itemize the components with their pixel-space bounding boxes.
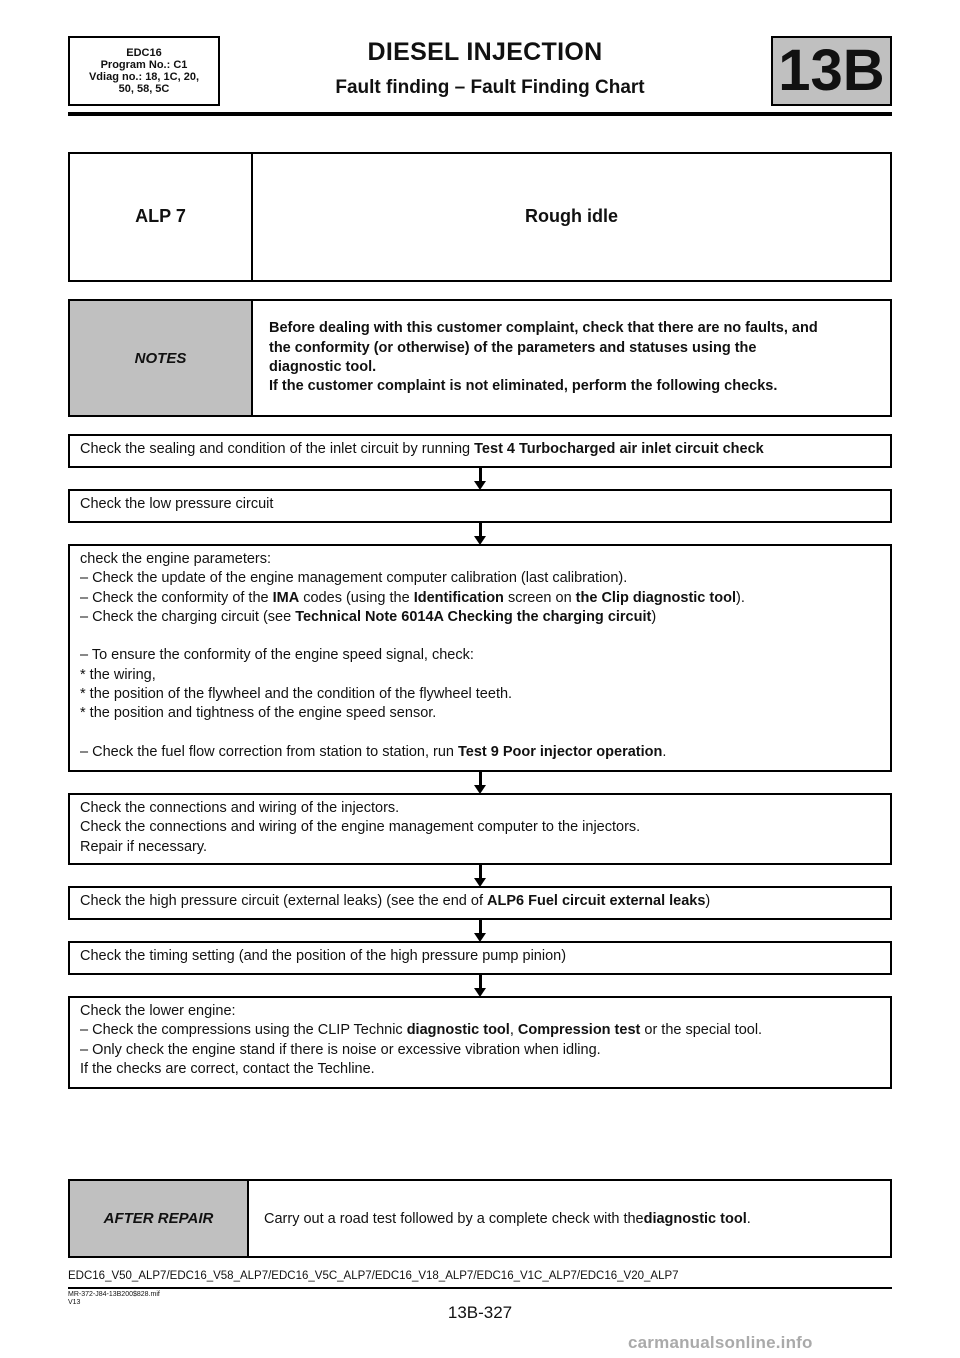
page-subtitle: Fault finding – Fault Finding Chart xyxy=(335,77,645,98)
step-line xyxy=(80,799,880,818)
text-run: ) xyxy=(705,893,711,909)
step-line xyxy=(80,495,880,514)
step-line xyxy=(80,550,880,569)
text-run: * the wiring, xyxy=(80,666,156,683)
step-line xyxy=(80,1021,880,1040)
check-step-3 xyxy=(68,544,892,772)
notes-label: NOTES xyxy=(70,301,253,415)
header-divider xyxy=(68,112,892,116)
text-run: ) xyxy=(651,608,657,625)
page-number: 13B-327 xyxy=(447,1303,513,1322)
bold-reference: diagnostic tool xyxy=(643,1210,747,1227)
step-line xyxy=(80,627,880,646)
step-line xyxy=(80,569,880,588)
text-run: Check the sealing and condition of the inlet circuit by running xyxy=(80,441,475,457)
text-run: Check the connections and wiring of the engine management computer to the injectors. xyxy=(80,819,641,836)
text-run: – Only check the engine stand if there is noise or excessive vibration when idling. xyxy=(80,1041,601,1058)
notes-text xyxy=(253,301,890,415)
notes-line: the conformity (or otherwise) of the parameters and statuses using the xyxy=(269,339,757,356)
text-run: – Check the compressions using the CLIP Technic xyxy=(80,1022,407,1039)
text-run: ). xyxy=(735,589,745,606)
check-step-5 xyxy=(68,886,892,920)
section-badge: 13B xyxy=(771,36,892,106)
flow-arrow xyxy=(479,975,482,988)
bold-reference: the Clip diagnostic tool xyxy=(575,589,736,606)
step-line xyxy=(80,685,880,704)
text-run: Check the connections and wiring of the injectors. xyxy=(80,800,400,816)
vehicle-info-line: Vdiag no.: 18, 1C, 20, xyxy=(88,71,200,83)
text-run: – Check the fuel flow correction from station to station, run xyxy=(80,743,458,760)
text-run: Check the timing setting (and the position of the high pressure pump pinion) xyxy=(80,948,567,964)
vehicle-info-line: 50, 58, 5C xyxy=(118,83,170,95)
step-line xyxy=(80,818,880,837)
bold-reference: Compression test xyxy=(517,1022,641,1039)
alp-name: Rough idle xyxy=(525,206,618,226)
vehicle-info-line: EDC16 xyxy=(126,47,162,59)
text-run: * the position of the flywheel and the condition of the flywheel teeth. xyxy=(80,686,513,703)
check-step-4 xyxy=(68,793,892,865)
bold-reference: ALP6 Fuel circuit external leaks xyxy=(487,893,706,909)
after-repair-label: AFTER REPAIR xyxy=(70,1181,249,1256)
text-run: check the engine parameters: xyxy=(80,551,272,567)
text-run: screen on xyxy=(503,589,576,606)
text-run: or the special tool. xyxy=(640,1022,763,1039)
text-run: If the checks are correct, contact the Techline. xyxy=(80,1060,375,1077)
flow-arrow xyxy=(479,865,482,878)
notes-line: Before dealing with this customer complaint, check that there are no faults, and xyxy=(269,320,818,337)
bold-reference: Technical Note 6014A Checking the charging circuit xyxy=(295,608,652,625)
version: V13 xyxy=(68,1299,81,1306)
check-step-7 xyxy=(68,996,892,1089)
text-run: Check the lower engine: xyxy=(80,1003,236,1019)
step-line xyxy=(80,589,880,608)
document-code: EDC16_V50_ALP7/EDC16_V58_ALP7/EDC16_V5C_ALP7/EDC16_V18_ALP7/EDC16_V1C_ALP7/EDC16_V20_ALP7 xyxy=(68,1270,679,1282)
step-line xyxy=(80,666,880,685)
text-run: Repair if necessary. xyxy=(80,838,208,855)
notes-line: If the customer complaint is not eliminated, perform the following checks. xyxy=(269,378,778,395)
step-line xyxy=(80,947,880,966)
file-reference xyxy=(68,1291,160,1307)
step-line xyxy=(80,440,880,459)
bold-reference: Test 9 Poor injector operation xyxy=(457,743,663,760)
text-run: Check the low pressure circuit xyxy=(80,496,274,512)
after-repair-table xyxy=(68,1179,892,1258)
check-step-2 xyxy=(68,489,892,523)
text-run: – To ensure the conformity of the engine speed signal, check: xyxy=(80,647,474,664)
alp-code: ALP 7 xyxy=(70,154,253,280)
text-run: – Check the charging circuit (see xyxy=(80,608,296,625)
text-run: * the position and tightness of the engine speed sensor. xyxy=(80,705,437,722)
bold-reference: IMA xyxy=(272,589,300,606)
step-line xyxy=(80,1002,880,1021)
notes-table xyxy=(68,299,892,417)
vehicle-info-box xyxy=(68,36,220,106)
vehicle-info-line: Program No.: C1 xyxy=(100,59,188,71)
step-line xyxy=(80,646,880,665)
text-run: , xyxy=(509,1022,518,1039)
check-step-1 xyxy=(68,434,892,468)
step-line xyxy=(80,608,880,627)
footer-divider xyxy=(68,1287,892,1289)
step-line xyxy=(80,704,880,723)
bold-reference: diagnostic tool xyxy=(406,1022,510,1039)
alp-table xyxy=(68,152,892,282)
step-line xyxy=(80,1060,880,1079)
text-run: – Check the update of the engine management computer calibration (last calibration). xyxy=(80,570,628,587)
flow-arrow xyxy=(479,523,482,536)
step-line xyxy=(80,838,880,857)
step-line xyxy=(80,724,880,743)
watermark: carmanualsonline.info xyxy=(628,1333,813,1352)
step-line xyxy=(80,743,880,762)
bold-reference: Test 4 Turbocharged air inlet circuit check xyxy=(474,441,764,457)
text-run: – Check the conformity of the xyxy=(80,589,273,606)
step-line xyxy=(80,892,880,911)
text-run: codes (using the xyxy=(299,589,414,606)
flow-arrow xyxy=(479,772,482,785)
check-step-6 xyxy=(68,941,892,975)
after-repair-text xyxy=(249,1181,890,1256)
notes-line: diagnostic tool. xyxy=(269,359,377,375)
bold-reference: Identification xyxy=(413,589,504,606)
text-run: . xyxy=(746,1210,751,1227)
text-run: Check the high pressure circuit (external leaks) (see the end of xyxy=(80,893,488,909)
file-name: MR-372-J84-13B200$828.mif xyxy=(68,1291,160,1298)
page-title: DIESEL INJECTION xyxy=(367,38,603,66)
flow-arrow xyxy=(479,920,482,933)
step-line xyxy=(80,1041,880,1060)
flow-arrow xyxy=(479,468,482,481)
text-run: . xyxy=(662,743,667,760)
text-run: Carry out a road test followed by a complete check with the xyxy=(264,1210,644,1227)
